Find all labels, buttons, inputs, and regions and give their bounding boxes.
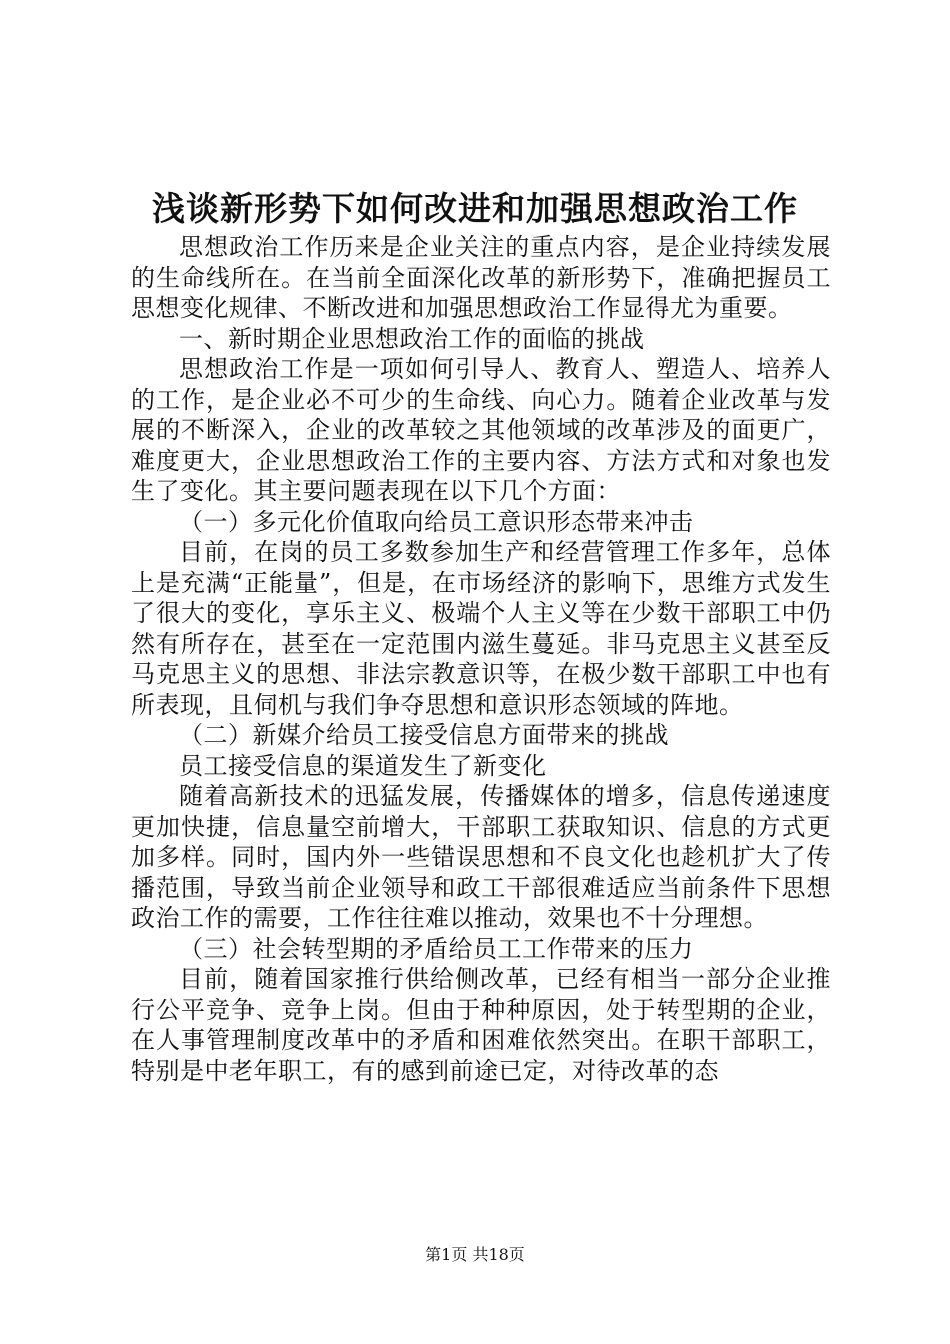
paragraph: 员工接受信息的渠道发生了新变化 — [179, 751, 547, 780]
document-body — [131, 232, 831, 1086]
paragraph-intro: 思想政治工作历来是企业关注的重点内容，是企业持续发展的生命线所在。在当前全面深化改革的新形势下，准确把握员工思想变化规律、不断改进和加强思想政治工作显得尤为重要。 — [131, 233, 831, 322]
subsection-heading-2: （二）新媒介给员工接受信息方面带来的挑战 — [179, 721, 669, 749]
section-heading-1: 一、新时期企业思想政治工作的面临的挑战 — [179, 324, 645, 353]
paragraph: 目前，随着国家推行供给侧改革，已经有相当一部分企业推行公平竞争、竞争上岗。但由于种种原因，处于转型期的企业，在人事管理制度改革中的矛盾和困难依然突出。在职干部职工，特别是中老年职工，有的感到前途已定，对待改革的态 — [131, 965, 831, 1085]
paragraph: 思想政治工作是一项如何引导人、教育人、塑造人、培养人的工作，是企业必不可少的生命线、向心力。随着企业改革与发展的不断深入，企业的改革较之其他领域的改革涉及的面更广，难度更大，企业思想政治工作的主要内容、方法方式和对象也发生了变化。其主要问题表现在以下几个方面： — [131, 355, 831, 505]
page-number-footer: 第1页 共18页 — [425, 1245, 525, 1264]
subsection-heading-3: （三）社会转型期的矛盾给员工工作带来的压力 — [179, 934, 694, 963]
subsection-heading-1: （一）多元化价值取向给员工意识形态带来冲击 — [179, 507, 694, 536]
paragraph: 随着高新技术的迅猛发展，传播媒体的增多，信息传递速度更加快捷，信息量空前增大，干部职工获取知识、信息的方式更加多样。同时，国内外一些错误思想和不良文化也趁机扩大了传播范围，导致当前企业领导和政工干部很难适应当前条件下思想政治工作的需要，工作往往难以推动，效果也不十分理想。 — [131, 782, 831, 932]
paragraph: 目前，在岗的员工多数参加生产和经营管理工作多年，总体上是充满“正能量”，但是，在市场经济的影响下，思维方式发生了很大的变化，享乐主义、极端个人主义等在少数干部职工中仍然有所存在，甚至在一定范围内滋生蔓延。非马克思主义甚至反马克思主义的思想、非法宗教意识等，在极少数干部职工中也有所表现，且伺机与我们争夺思想和意识形态领域的阵地。 — [131, 538, 831, 719]
document-title: 浅谈新形势下如何改进和加强思想政治工作 — [152, 189, 798, 228]
